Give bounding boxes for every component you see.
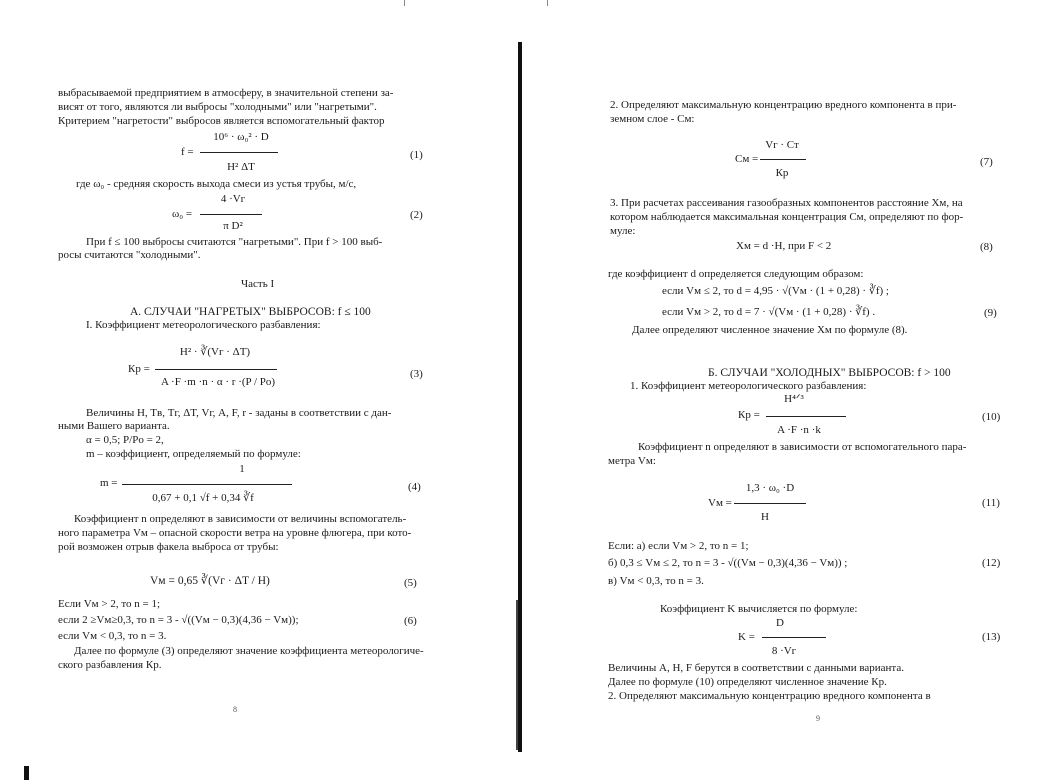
values-right-line-2: Далее по формуле (10) определяют численное значение Кр. [608, 676, 887, 688]
values-right-line-3: 2. Определяют максимальную концентрацию вредного компонента в [608, 690, 931, 702]
n-text-line-1: Коэффициент n определяют в зависимости от величины вспомогатель- [74, 513, 407, 525]
formula-7-fraction-bar [760, 159, 806, 160]
formula-2-numerator: 4 ·Vг [220, 193, 246, 205]
formula-13-lhs: K = [738, 631, 755, 643]
hot-cold-line-2: росы считаются "холодными". [58, 249, 201, 261]
page-number-right: 9 [816, 714, 820, 723]
formula-10-number: (10) [982, 411, 1001, 423]
formula-11-number: (11) [982, 497, 1000, 509]
if-case-a: Если: а) если Vм > 2, то n = 1; [608, 540, 749, 552]
formula-1-fraction-bar [200, 152, 278, 153]
k-definition: Коэффициент K вычисляется по формуле: [660, 603, 858, 615]
formula-3-numerator: H² · ∛(Vг · ΔT) [179, 346, 251, 358]
formula-2-fraction-bar [200, 214, 262, 215]
scan-blot [24, 766, 29, 780]
intro-line-3: Критерием "нагретости" выбросов является вспомогательный фактор [58, 115, 385, 127]
p3-line-1: 3. При расчетах рассеивания газообразных компонентов расстояние Xм, на [610, 197, 963, 209]
where-omega: где ω₀ - средняя скорость выхода смеси из устья трубы, м/с, [76, 178, 357, 190]
formula-7-lhs: Cм = [735, 153, 759, 165]
formula-7-denominator: Кр [775, 167, 789, 179]
d-definition: где коэффициент d определяется следующим образом: [608, 268, 864, 280]
formula-4-denominator: 0,67 + 0,1 √f + 0,34 ∛f [152, 492, 254, 504]
formula-11-lhs: Vм = [708, 497, 732, 509]
values-right-line-1: Величины A, H, F берутся в соответствии с данными варианта. [608, 662, 905, 674]
formula-13-denominator: 8 ·Vг [771, 645, 797, 657]
right-page [524, 0, 1048, 780]
m-definition: m – коэффициент, определяемый по формуле: [86, 448, 301, 460]
book-spine-shadow [516, 600, 518, 750]
formula-9-number: (9) [984, 307, 997, 319]
formula-1-number: (1) [410, 149, 423, 161]
intro-line-1: выбрасываемой предприятием в атмосферу, в значительной степени за- [58, 87, 394, 99]
formula-3-fraction-bar [155, 369, 277, 370]
formula-12-number: (12) [982, 557, 1001, 569]
formula-1-denominator: H² ΔT [227, 161, 255, 173]
formula-13-fraction-bar [762, 637, 826, 638]
formula-2-denominator: π D² [223, 220, 243, 232]
formula-3-number: (3) [410, 368, 423, 380]
item-1-left: I. Коэффициент метеорологического разбавления: [86, 319, 321, 331]
formula-10-numerator: H⁴ᐟ³ [784, 393, 804, 405]
left-page [0, 0, 520, 780]
values-line-1: Величины H, Tв, Tг, ΔT, Vг, A, F, r - заданы в соответствии с дан- [86, 407, 392, 419]
formula-4-number: (4) [408, 481, 421, 493]
values-line-2: ными Вашего варианта. [58, 420, 170, 432]
if-case-b: б) 0,3 ≤ Vм ≤ 2, то n = 3 - √((Vм − 0,3)(4,36 − Vм)) ; [608, 557, 848, 569]
n-text-line-3: рой возможен отрыв факела выброса от трубы: [58, 541, 279, 553]
formula-10-denominator: A ·F ·n ·k [777, 424, 821, 436]
item-1-right: 1. Коэффициент метеорологического разбавления: [630, 380, 867, 392]
formula-5-number: (5) [404, 577, 417, 589]
further-line-1: Далее по формуле (3) определяют значение коэффициента метеорологиче- [74, 645, 424, 657]
formula-4-lhs: m = [100, 477, 118, 489]
formula-13-number: (13) [982, 631, 1001, 643]
formula-4-numerator: 1 [239, 463, 245, 475]
n-text-right-2: метра Vм: [608, 455, 656, 467]
d-case-2: если Vм > 2, то d = 7 · √(Vм · (1 + 0,28) · ∛f) . [662, 306, 876, 318]
condition-3: если Vм < 0,3, то n = 3. [58, 630, 167, 642]
formula-7-numerator: Vг · Ст [765, 139, 799, 151]
formula-1-lhs: f = [181, 146, 194, 158]
formula-11-fraction-bar [734, 503, 806, 504]
p2-line-2: земном слое - Cм: [610, 113, 695, 125]
formula-11-denominator: H [761, 511, 769, 523]
condition-2: если 2 ≥Vм≥0,3, то n = 3 - √((Vм − 0,3)(4,36 − Vм)); [58, 614, 299, 626]
formula-1-numerator: 10⁶ · ω₀² · D [213, 131, 269, 143]
section-a-heading: А. СЛУЧАИ "НАГРЕТЫХ" ВЫБРОСОВ: f ≤ 100 [130, 306, 371, 318]
formula-8-number: (8) [980, 241, 993, 253]
page-number-left: 8 [233, 705, 237, 714]
p3-line-2: котором наблюдается максимальная концентрация Cм, определяют по фор- [610, 211, 964, 223]
formula-13-numerator: D [776, 617, 784, 629]
alpha-line: α = 0,5; P/Po = 2, [86, 434, 164, 446]
intro-line-2: висят от того, являются ли выбросы "холодными" или "нагретыми". [58, 101, 377, 113]
formula-11-numerator: 1,3 · ω₀ ·D [745, 482, 795, 494]
part-heading: Часть I [241, 278, 275, 290]
n-text-line-2: ного параметра Vм – опасной скорости ветра на уровне флюгера, при кото- [58, 527, 412, 539]
hot-cold-line-1: При f ≤ 100 выбросы считаются "нагретыми". При f > 100 выб- [86, 236, 383, 248]
n-text-right-1: Коэффициент n определяют в зависимости от вспомогательного пара- [638, 441, 967, 453]
formula-10-lhs: Кр = [738, 409, 760, 421]
formula-10-fraction-bar [766, 416, 846, 417]
scan-mark-1 [404, 0, 405, 6]
formula-2-lhs: ω₀ = [172, 208, 193, 220]
formula-3-denominator: A ·F ·m ·n · α · r ·(P / Po) [160, 376, 276, 388]
formula-2-number: (2) [410, 209, 423, 221]
further-line-2: ского разбавления Кр. [58, 659, 162, 671]
formula-3-lhs: Кр = [128, 363, 150, 375]
section-b-heading: Б. СЛУЧАИ "ХОЛОДНЫХ" ВЫБРОСОВ: f > 100 [708, 367, 951, 379]
formula-7-number: (7) [980, 156, 993, 168]
p3-line-3: муле: [610, 225, 636, 237]
formula-6-number: (6) [404, 615, 417, 627]
condition-1: Если Vм > 2, то n = 1; [58, 598, 161, 610]
then-formula-8: Далее определяют численное значение Xм по формуле (8). [632, 324, 908, 336]
formula-8: Xм = d ·H, при F < 2 [736, 240, 832, 252]
p2-line-1: 2. Определяют максимальную концентрацию вредного компонента в при- [610, 99, 957, 111]
d-case-1: если Vм ≤ 2, то d = 4,95 · √(Vм · (1 + 0,28) · ∛f) ; [662, 285, 889, 297]
formula-4-fraction-bar [122, 484, 292, 485]
book-spine [518, 42, 522, 752]
if-case-c: в) Vм < 0,3, то n = 3. [608, 575, 704, 587]
formula-5: Vм = 0,65 ∛(Vг · ΔT / H) [150, 575, 270, 587]
